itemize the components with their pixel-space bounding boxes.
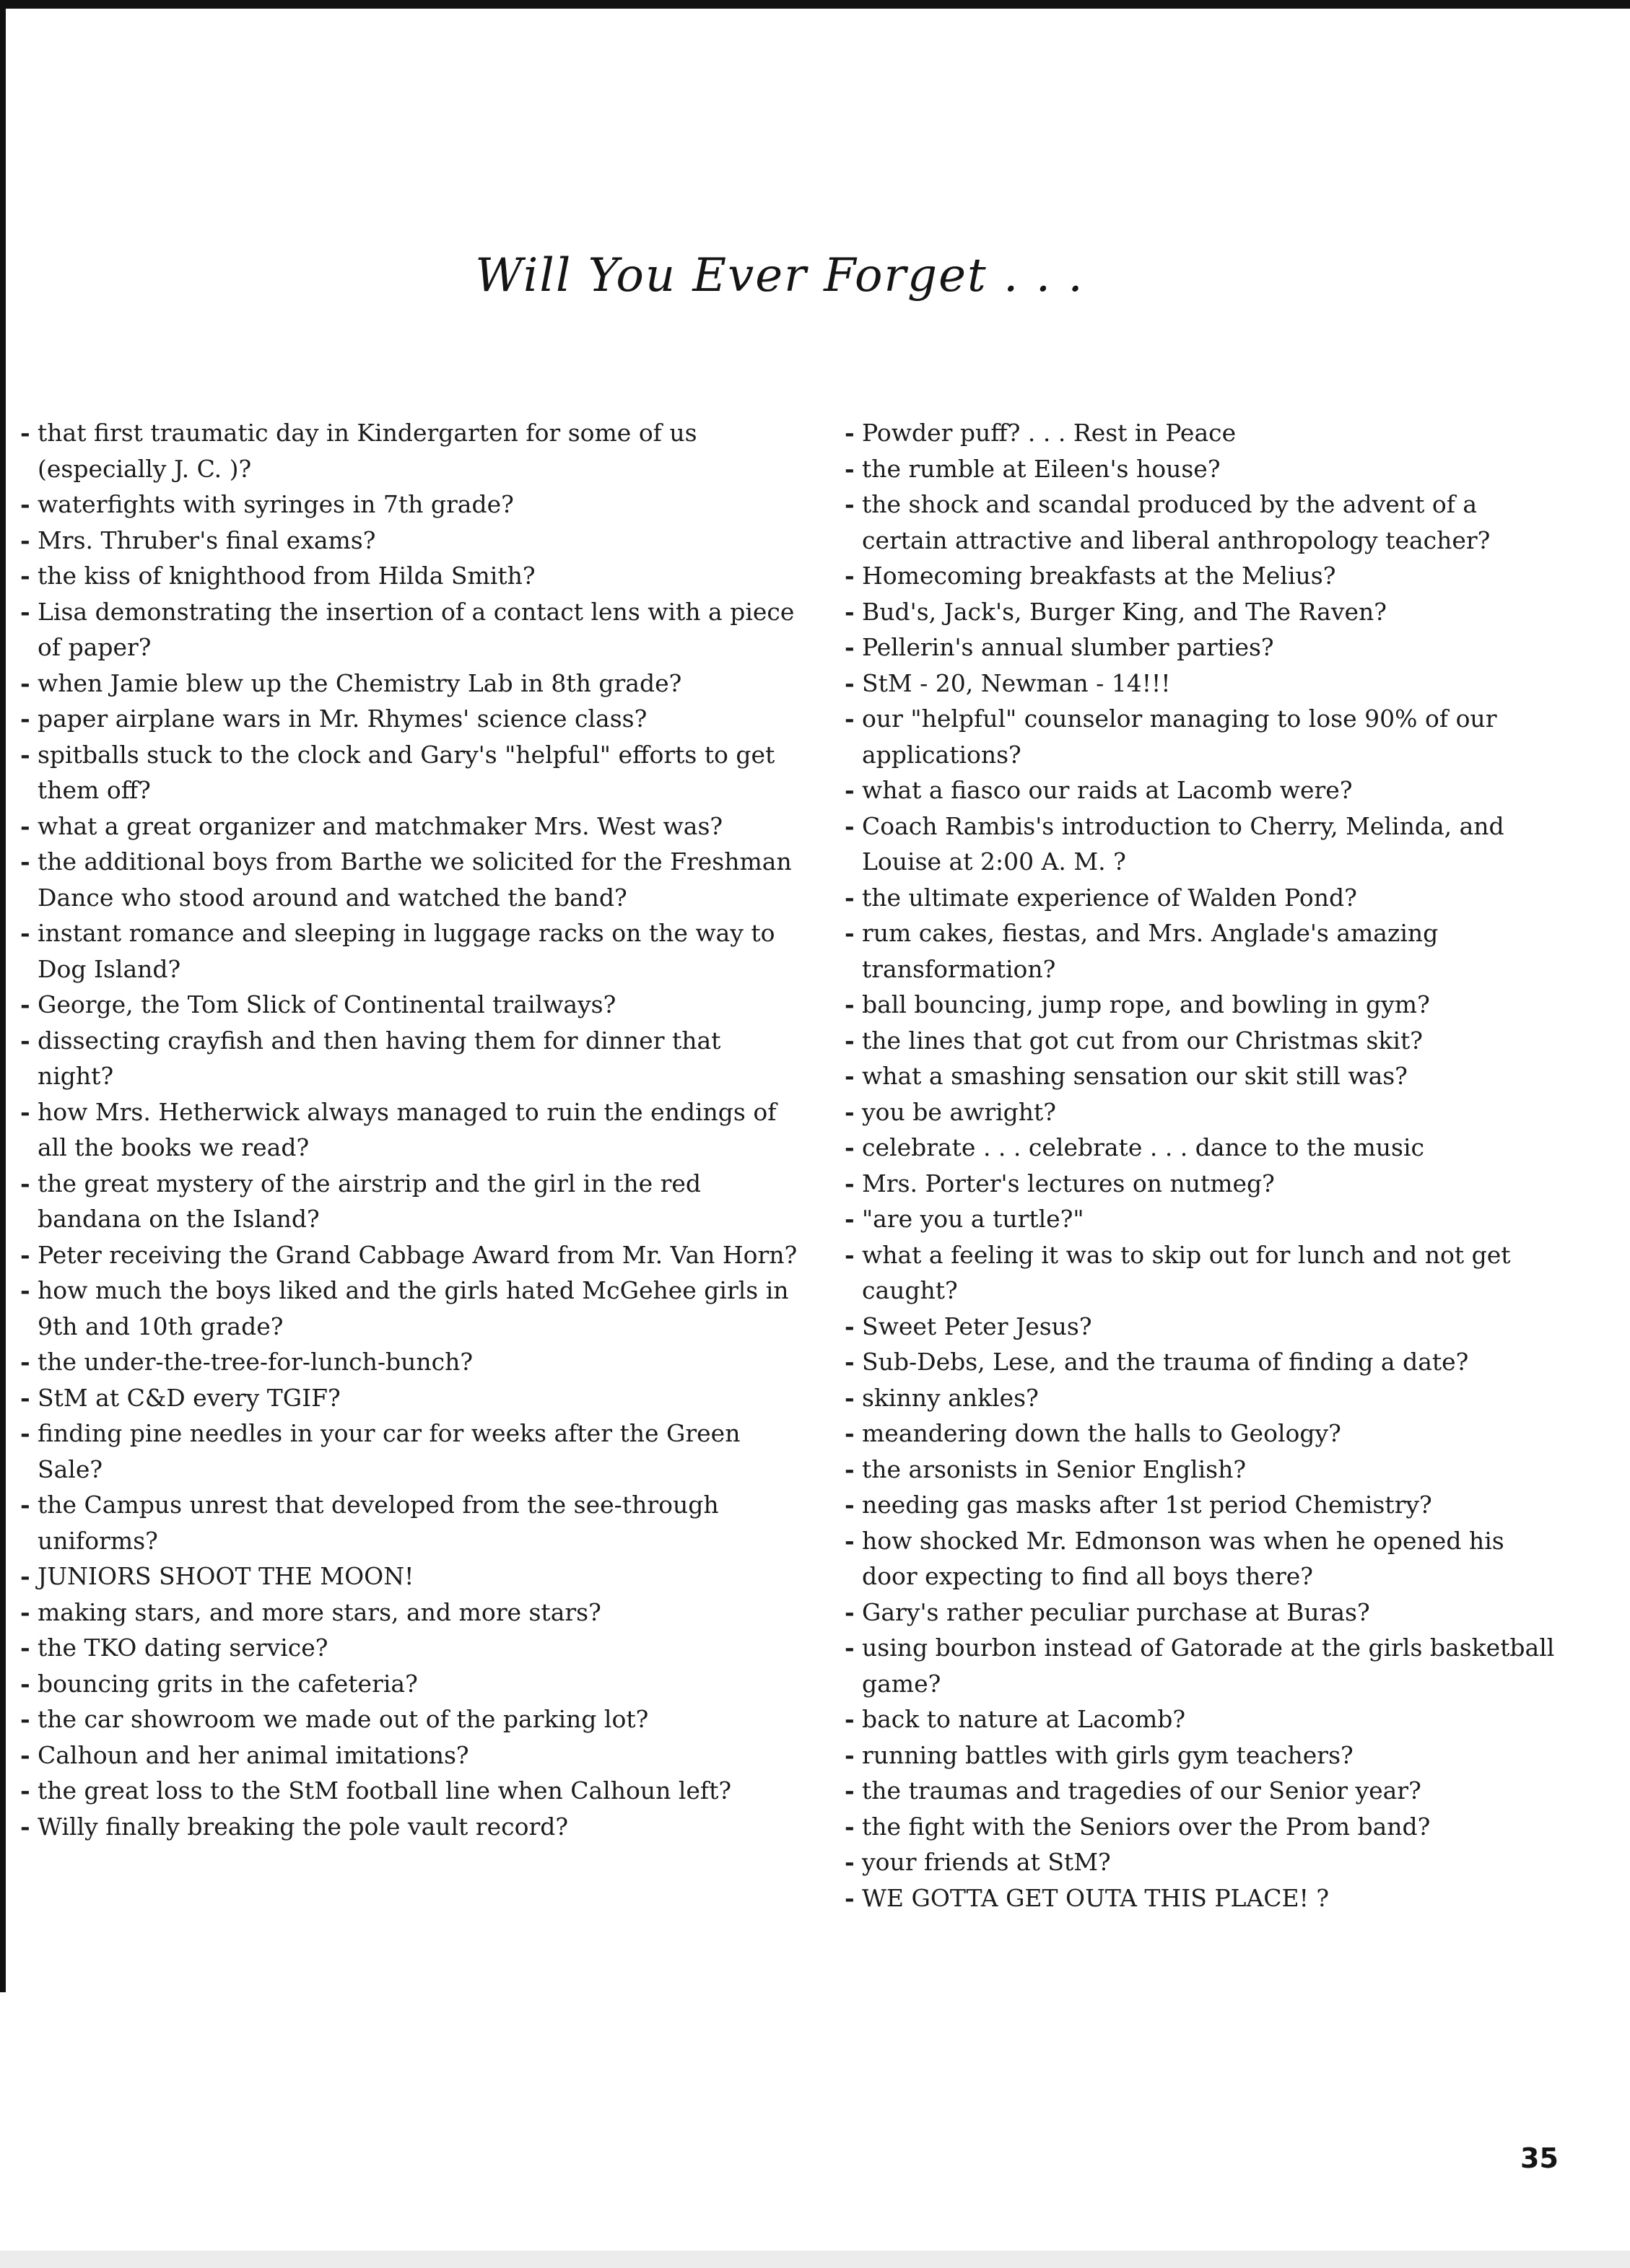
list-item: - Sweet Peter Jesus? [845, 1309, 1566, 1345]
list-item: - the fight with the Seniors over the Prom band? [845, 1809, 1566, 1845]
list-item: - finding pine needles in your car for weeks after the Green Sale? [20, 1416, 803, 1487]
list-item: - Bud's, Jack's, Burger King, and The Raven? [845, 594, 1566, 630]
list-item: - the ultimate experience of Walden Pond? [845, 880, 1566, 916]
list-item: - StM - 20, Newman - 14!!! [845, 666, 1566, 702]
list-item: - Pellerin's annual slumber parties? [845, 629, 1566, 666]
list-item: - Gary's rather peculiar purchase at Buras? [845, 1595, 1566, 1631]
top-border-rule [0, 0, 1630, 9]
list-item: - what a great organizer and matchmaker Mrs. West was? [20, 808, 803, 845]
list-item: - the rumble at Eileen's house? [845, 451, 1566, 487]
list-item: - Homecoming breakfasts at the Melius? [845, 558, 1566, 594]
list-item: - Mrs. Porter's lectures on nutmeg? [845, 1166, 1566, 1202]
list-item: - the traumas and tragedies of our Senior year? [845, 1773, 1566, 1809]
list-item: - how much the boys liked and the girls hated McGehee girls in 9th and 10th grade? [20, 1273, 803, 1344]
list-item: - rum cakes, fiestas, and Mrs. Anglade's amazing transformation? [845, 915, 1566, 987]
list-item: - instant romance and sleeping in luggage racks on the way to Dog Island? [20, 915, 803, 987]
list-item: - Lisa demonstrating the insertion of a contact lens with a piece of paper? [20, 594, 803, 666]
list-item: - needing gas masks after 1st period Chemistry? [845, 1487, 1566, 1523]
list-item: - back to nature at Lacomb? [845, 1701, 1566, 1737]
list-item: - ball bouncing, jump rope, and bowling in gym? [845, 987, 1566, 1023]
list-item: - paper airplane wars in Mr. Rhymes' science class? [20, 701, 803, 737]
list-item: - waterfights with syringes in 7th grade? [20, 487, 803, 523]
list-item: - the TKO dating service? [20, 1630, 803, 1666]
page-title: Will You Ever Forget . . . [475, 249, 1084, 302]
list-item: - the Campus unrest that developed from the see-through uniforms? [20, 1487, 803, 1558]
list-item: - the great loss to the StM football line when Calhoun left? [20, 1773, 803, 1809]
list-item: - making stars, and more stars, and more stars? [20, 1595, 803, 1631]
list-item: - dissecting crayfish and then having them for dinner that night? [20, 1023, 803, 1094]
list-item: - running battles with girls gym teachers? [845, 1737, 1566, 1774]
left-column-list [20, 415, 803, 1844]
list-item: - when Jamie blew up the Chemistry Lab in 8th grade? [20, 666, 803, 702]
list-item: - you be awright? [845, 1094, 1566, 1130]
list-item: - using bourbon instead of Gatorade at the girls basketball game? [845, 1630, 1566, 1701]
bottom-scan-strip [0, 2251, 1630, 2268]
list-item: - Willy finally breaking the pole vault record? [20, 1809, 803, 1845]
list-item: - the under-the-tree-for-lunch-bunch? [20, 1344, 803, 1380]
list-item: - Powder puff? . . . Rest in Peace [845, 415, 1566, 451]
list-item: - George, the Tom Slick of Continental trailways? [20, 987, 803, 1023]
list-item: - the car showroom we made out of the parking lot? [20, 1701, 803, 1737]
list-item: - our "helpful" counselor managing to lose 90% of our applications? [845, 701, 1566, 772]
list-item: - that first traumatic day in Kindergarten for some of us (especially J. C. )? [20, 415, 803, 487]
list-item: - spitballs stuck to the clock and Gary's "helpful" efforts to get them off? [20, 737, 803, 808]
list-item: - StM at C&D every TGIF? [20, 1380, 803, 1416]
right-column-list [845, 415, 1566, 1916]
list-item: - Coach Rambis's introduction to Cherry, Melinda, and Louise at 2:00 A. M. ? [845, 808, 1566, 880]
list-item: - the great mystery of the airstrip and the girl in the red bandana on the Island? [20, 1166, 803, 1237]
list-item: - meandering down the halls to Geology? [845, 1416, 1566, 1452]
list-item: - "are you a turtle?" [845, 1201, 1566, 1237]
list-item: - the arsonists in Senior English? [845, 1452, 1566, 1488]
list-item: - skinny ankles? [845, 1380, 1566, 1416]
list-item: - WE GOTTA GET OUTA THIS PLACE! ? [845, 1880, 1566, 1916]
list-item: - Calhoun and her animal imitations? [20, 1737, 803, 1774]
list-item: - the shock and scandal produced by the advent of a certain attractive and liberal anthropology teacher? [845, 487, 1566, 558]
list-item: - what a fiasco our raids at Lacomb were? [845, 772, 1566, 808]
list-item: - bouncing grits in the cafeteria? [20, 1666, 803, 1702]
list-item: - JUNIORS SHOOT THE MOON! [20, 1558, 803, 1595]
list-item: - what a smashing sensation our skit still was? [845, 1058, 1566, 1094]
list-item: - Peter receiving the Grand Cabbage Award from Mr. Van Horn? [20, 1237, 803, 1273]
list-item: - celebrate . . . celebrate . . . dance to the music [845, 1130, 1566, 1166]
list-item: - how shocked Mr. Edmonson was when he opened his door expecting to find all boys there? [845, 1523, 1566, 1595]
list-item: - the additional boys from Barthe we solicited for the Freshman Dance who stood around and watched the band? [20, 844, 803, 915]
list-item: - Sub-Debs, Lese, and the trauma of finding a date? [845, 1344, 1566, 1380]
list-item: - your friends at StM? [845, 1844, 1566, 1880]
list-item: - the kiss of knighthood from Hilda Smith? [20, 558, 803, 594]
list-item: - Mrs. Thruber's final exams? [20, 523, 803, 559]
list-item: - how Mrs. Hetherwick always managed to ruin the endings of all the books we read? [20, 1094, 803, 1166]
list-item: - the lines that got cut from our Christmas skit? [845, 1023, 1566, 1059]
list-item: - what a feeling it was to skip out for lunch and not get caught? [845, 1237, 1566, 1309]
page-number: 35 [1520, 2142, 1559, 2174]
